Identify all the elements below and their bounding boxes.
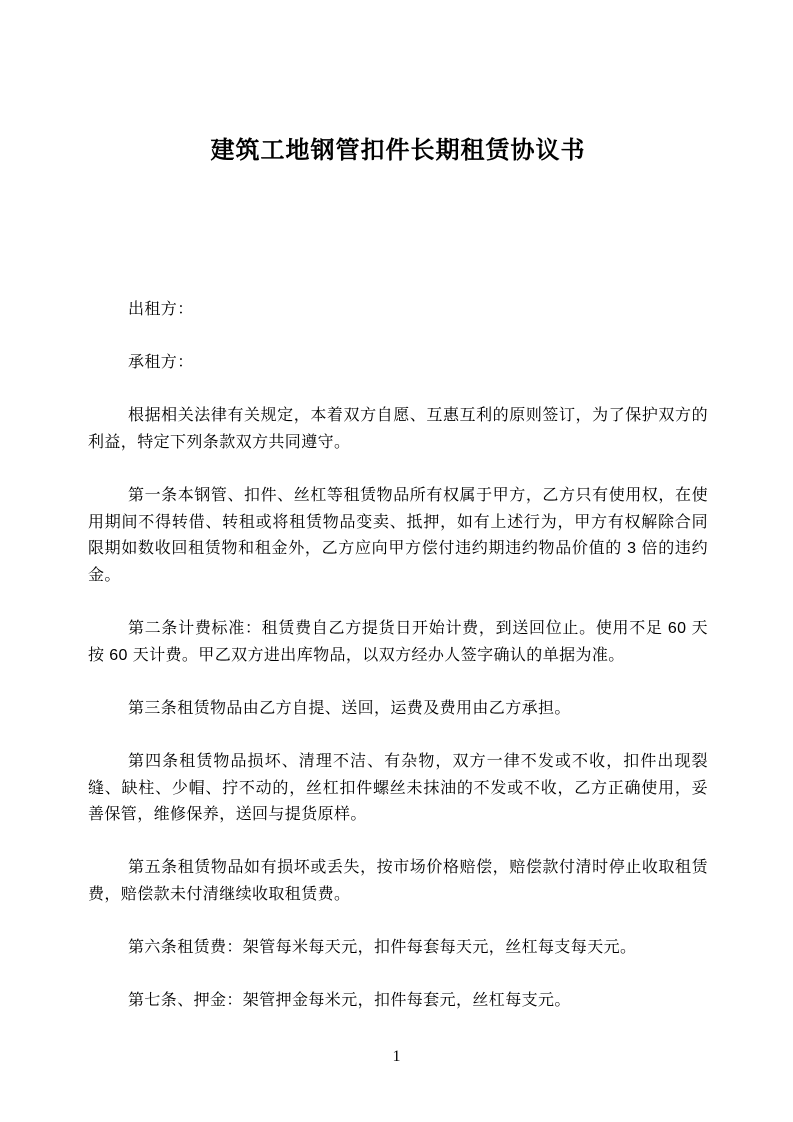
paragraph-article-2: 第二条计费标准：租赁费自乙方提货日开始计费，到送回位止。使用不足 60 天按 60 天计费。甲乙双方进出库物品，以双方经办人签字确认的单据为准。 xyxy=(88,620,708,664)
paragraph-article-5: 第五条租赁物品如有损坏或丢失，按市场价格赔偿，赔偿款付清时停止收取租赁费，赔偿款未付清继续收取租赁费。 xyxy=(88,859,708,904)
paragraph-lessee: 承租方： xyxy=(128,354,194,372)
paragraph-lessor: 出租方： xyxy=(128,301,194,318)
paragraph-article-1: 第一条本钢管、扣件、丝杠等租赁物品所有权属于甲方，乙方只有使用权，在使用期间不得转借、转租或将租赁物品变卖、抵押，如有上述行为，甲方有权解除合同限期如数收回租赁物和租金外，乙方应向甲方偿付违约期违约物品价值的 3 倍的违约金。 xyxy=(88,487,708,584)
document-title: 建筑工地钢管扣件长期租赁协议书 xyxy=(210,137,586,164)
paragraph-article-7: 第七条、押金：架管押金每米元，扣件每套元，丝杠每支元。 xyxy=(128,992,571,1010)
paragraph-article-6: 第六条租赁费：架管每米每天元，扣件每套每天元，丝杠每支每天元。 xyxy=(128,939,637,957)
document-content xyxy=(88,0,708,1042)
paragraph-article-3: 第三条租赁物品由乙方自提、送回，运费及费用由乙方承担。 xyxy=(128,699,571,717)
paragraph-preamble: 根据相关法律有关规定，本着双方自愿、互惠互利的原则签订，为了保护双方的利益，特定下列条款双方共同遵守。 xyxy=(88,407,708,451)
page-number: 1 xyxy=(392,1048,401,1065)
paragraph-article-4: 第四条租赁物品损坏、清理不洁、有杂物，双方一律不发或不收，扣件出现裂缝、缺柱、少帽、拧不动的，丝杠扣件螺丝未抹油的不发或不收，乙方正确使用，妥善保管，维修保养，送回与提货原样。 xyxy=(88,753,708,824)
